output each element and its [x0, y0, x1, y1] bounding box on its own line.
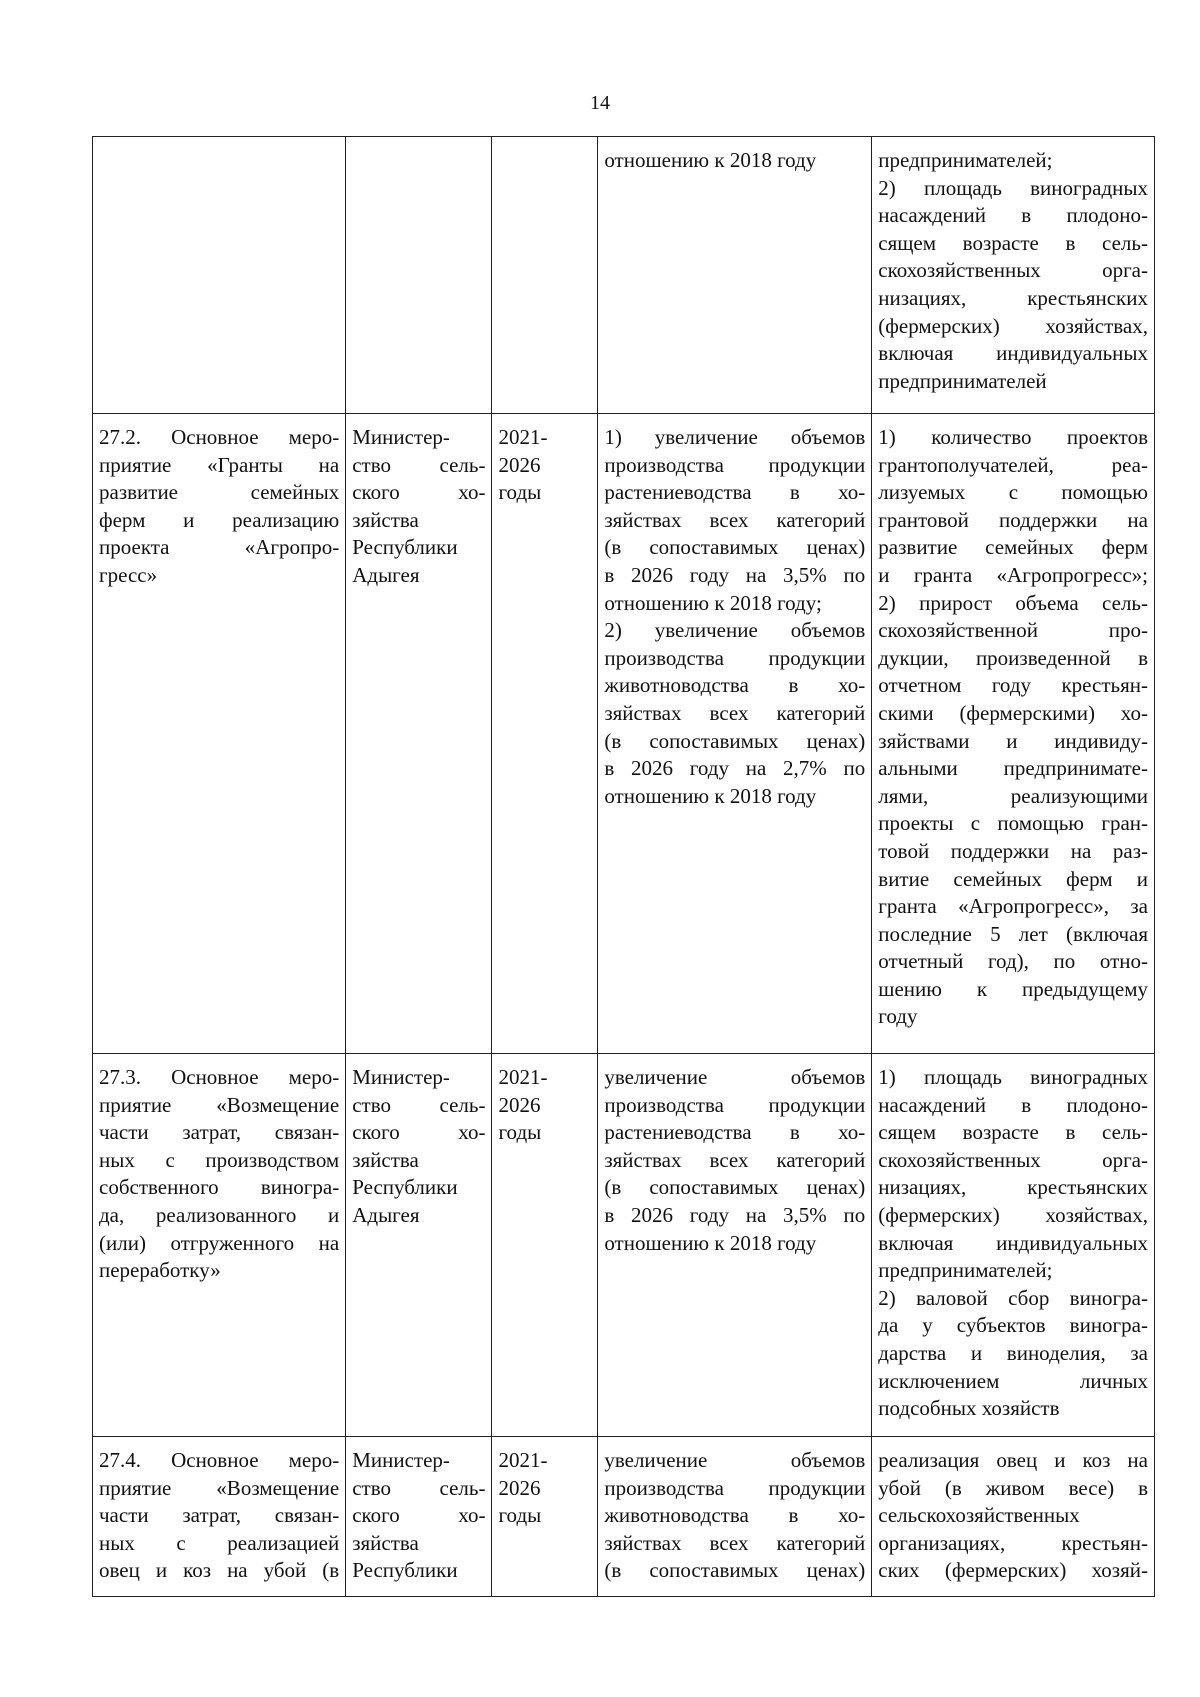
- result-cell: 1) увеличение объемов производства продукции растениеводства в хо- зяйствах всех категорий (в сопоставимых ценах) в 2026 году на 3,5% по отношению к 2018 году; 2) увеличение объемов производства продукции животноводства в хо- зяйствах всех категорий (в сопоставимых ценах) в 2026 году на 2,7% по отношению к 2018 году: [598, 414, 872, 1054]
- result-cell: увеличение объемов производства продукции животноводства в хо- зяйствах всех категорий (в сопоставимых ценах): [598, 1437, 872, 1597]
- years-cell: [492, 137, 598, 414]
- result-cell: отношению к 2018 году: [598, 137, 872, 414]
- table-row: [93, 1437, 1155, 1597]
- measures-table: [92, 136, 1155, 1597]
- executor-cell: [346, 137, 492, 414]
- years-cell: 2021- 2026 годы: [492, 414, 598, 1054]
- indicator-cell: 1) площадь виноградных насаждений в плодоно- сящем возрасте в сель- скохозяйственных орга- низациях, крестьянских (фермерских) хозяйствах, включая индивидуальных предпринимателей; 2) валовой сбор виногра- да у субъектов виногра- дарства и виноделия, за исключением личных подсобных хозяйств: [872, 1054, 1155, 1437]
- executor-cell: Министер- ство сель- ского хо- зяйства Республики Адыгея: [346, 1054, 492, 1437]
- page-number: 14: [590, 92, 610, 114]
- indicator-cell: предпринимателей; 2) площадь виноградных насаждений в плодоно- сящем возрасте в сель- скохозяйственных орга- низациях, крестьянских (фермерских) хозяйствах, включая индивидуальных предпринимателей: [872, 137, 1155, 414]
- event-cell: 27.2. Основное меро- приятие «Гранты на развитие семейных ферм и реализацию проекта «Агропро- гресс»: [93, 414, 346, 1054]
- indicator-cell: 1) количество проектов грантополучателей, реа- лизуемых с помощью грантовой поддержки на развитие семейных ферм и гранта «Агропрогресс»; 2) прирост объема сель- скохозяйственной про- дукции, произведенной в отчетном году крестьян- скими (фермерскими) хо- зяйствами и индивиду- альными предпринимате- лями, реализующими проекты с помощью гран- товой поддержки на раз- витие семейных ферм и гранта «Агропрогресс», за последние 5 лет (включая отчетный год), по отно- шению к предыдущему году: [872, 414, 1155, 1054]
- table-row: [93, 137, 1155, 414]
- event-cell: 27.4. Основное меро- приятие «Возмещение части затрат, связан- ных с реализацией овец и коз на убой (в: [93, 1437, 346, 1597]
- event-cell: [93, 137, 346, 414]
- indicator-cell: реализация овец и коз на убой (в живом весе) в сельскохозяйственных организациях, крестьян- ских (фермерских) хозяй-: [872, 1437, 1155, 1597]
- table-row: [93, 1054, 1155, 1437]
- result-cell: увеличение объемов производства продукции растениеводства в хо- зяйствах всех категорий (в сопоставимых ценах) в 2026 году на 3,5% по отношению к 2018 году: [598, 1054, 872, 1437]
- executor-cell: Министер- ство сель- ского хо- зяйства Республики Адыгея: [346, 414, 492, 1054]
- years-cell: 2021- 2026 годы: [492, 1054, 598, 1437]
- table-body: [93, 137, 1155, 1597]
- years-cell: 2021- 2026 годы: [492, 1437, 598, 1597]
- event-cell: 27.3. Основное меро- приятие «Возмещение части затрат, связан- ных с производством собственного виногра- да, реализованного и (или) отгруженного на переработку»: [93, 1054, 346, 1437]
- executor-cell: Министер- ство сель- ского хо- зяйства Республики: [346, 1437, 492, 1597]
- table-row: [93, 414, 1155, 1054]
